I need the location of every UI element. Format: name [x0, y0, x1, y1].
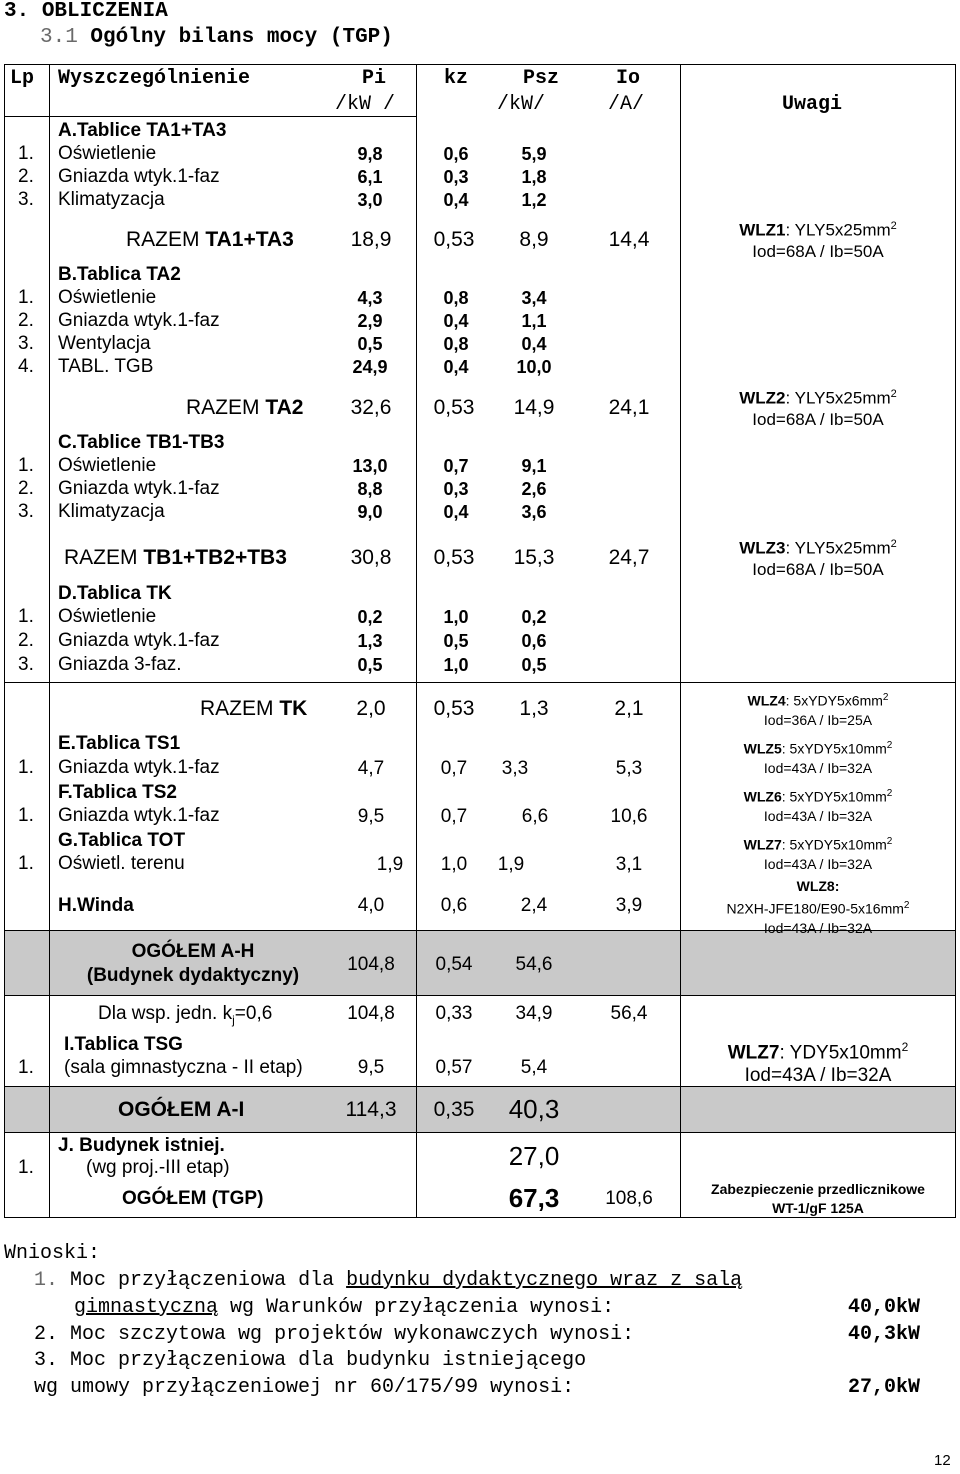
section-title: OBLICZENIA	[41, 0, 168, 23]
ogolem-ah-label: OGÓŁEM A-H (Budynek dydaktyczny)	[86, 941, 300, 986]
uwagi-wlz2: WLZ2: $YLY5x25mm^2$ Iod=68A / Ib=50A	[739, 388, 897, 429]
ogolem-tgp-label: OGÓŁEM (TGP)	[122, 1188, 264, 1209]
header-io-unit: /A/	[608, 93, 645, 116]
page-number: 12	[934, 1452, 951, 1469]
section-c-title: C.Tablice TB1-TB3	[58, 432, 225, 453]
section-d-title: D.Tablica TK	[58, 583, 172, 604]
header-pi: Pi	[362, 67, 387, 90]
budynek-title: J. Budynek istniej.	[58, 1135, 225, 1156]
header-desc: Wyszczególnienie	[58, 67, 251, 90]
uwagi-wlz7: WLZ7: $5xYDY5x10mm^2$ Iod=43A / Ib=32A	[743, 836, 893, 872]
total-label: RAZEM TB1+TB2+TB3	[64, 546, 287, 569]
section-f-title: F.Tablica TS2	[58, 782, 177, 803]
uwagi-wlz4: WLZ4: $5xYDY5x6mm^2$ Iod=36A / Ib=25A	[747, 692, 889, 728]
total-label: RAZEM TA1+TA3	[126, 228, 294, 251]
header-io: Io	[616, 67, 641, 90]
uwagi-zabezpieczenie: Zabezpieczenie przedlicznikowe WT-1/gF 125A	[711, 1181, 925, 1216]
header-lp: Lp	[10, 67, 35, 90]
section-e-title: E.Tablica TS1	[58, 733, 181, 754]
conclusions-title: Wnioski:	[4, 1242, 101, 1265]
ogolem-ai-label: OGÓŁEM A-I	[118, 1098, 245, 1121]
header-psz: Psz	[523, 67, 560, 90]
uwagi-wlz7-tsg: WLZ7: $YDY5x10mm^2$ Iod=43A / Ib=32A	[727, 1040, 909, 1087]
total-label: RAZEM TK	[200, 697, 308, 720]
section-h-title: H.Winda	[58, 895, 134, 916]
section-a-title: A.Tablice TA1+TA3	[58, 120, 227, 141]
wsp-label: Dla wsp. jedn. $k_j=0,6$	[98, 1003, 273, 1027]
total-label: RAZEM TA2	[186, 396, 304, 419]
header-psz-unit: /kW/	[497, 93, 546, 116]
section-g-title: G.Tablica TOT	[58, 830, 186, 851]
uwagi-wlz3: WLZ3: $YLY5x25mm^2$ Iod=68A / Ib=50A	[739, 538, 897, 579]
section-heading	[4, 0, 168, 23]
uwagi-wlz1: WLZ1: $YLY5x25mm^2$ Iod=68A / Ib=50A	[739, 220, 897, 261]
header-pi-unit: /kW /	[335, 93, 396, 116]
section-number: 3.	[4, 0, 30, 23]
subsection-title: Ogólny bilans mocy (TGP)	[90, 26, 393, 49]
uwagi-wlz5: WLZ5: $5xYDY5x10mm^2$ Iod=43A / Ib=32A	[743, 740, 893, 776]
section-b-title: B.Tablica TA2	[58, 264, 181, 285]
uwagi-wlz6: WLZ6: $5xYDY5x10mm^2$ Iod=43A / Ib=32A	[743, 788, 893, 824]
subsection-heading	[40, 26, 393, 49]
tsg-title: I.Tablica TSG	[64, 1034, 183, 1055]
uwagi-wlz8: WLZ8: $N2XH-JFE180/E90-5x16mm^2$ Iod=43A / Ib=32A	[726, 878, 910, 936]
header-kz: kz	[444, 67, 469, 90]
subsection-number: 3.1	[40, 26, 78, 49]
header-uwagi: Uwagi	[782, 93, 843, 116]
